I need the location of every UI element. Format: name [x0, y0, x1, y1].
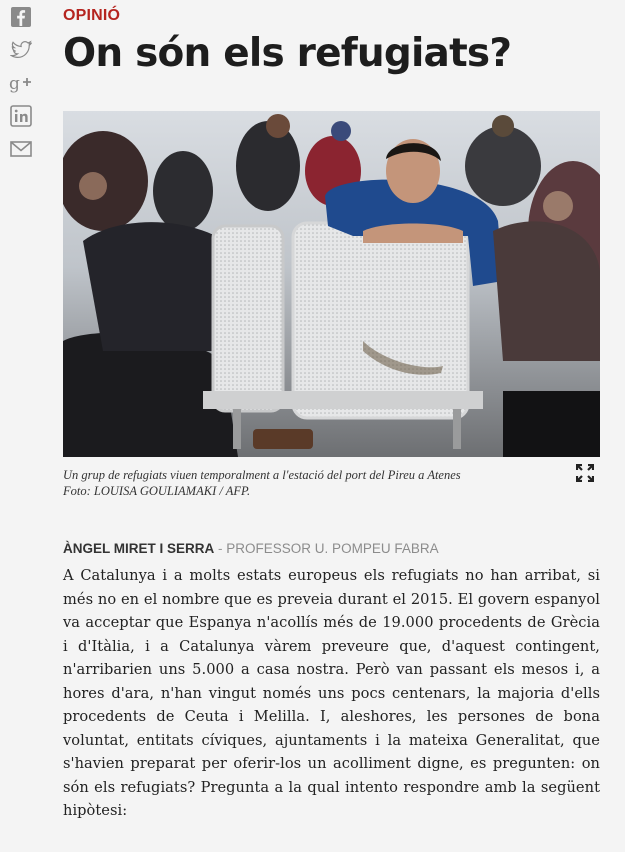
byline	[63, 541, 439, 557]
article-photo[interactable]	[63, 111, 600, 457]
author-role: PROFESSOR U. POMPEU FABRA	[226, 541, 439, 556]
svg-text:g: g	[9, 74, 20, 94]
share-bar	[6, 4, 36, 169]
article-title: On són els refugiats?	[63, 31, 512, 76]
byline-separator: -	[218, 541, 223, 556]
article	[63, 0, 603, 819]
linkedin-icon	[10, 105, 32, 127]
google-plus-icon	[9, 72, 33, 94]
facebook-icon	[10, 6, 32, 28]
email-share-button[interactable]	[8, 136, 34, 162]
twitter-icon	[10, 40, 32, 60]
author-name[interactable]: ÀNGEL MIRET I SERRA	[63, 541, 215, 556]
expand-photo-button[interactable]	[576, 464, 594, 482]
refugees-photo-illustration	[63, 111, 600, 457]
email-icon	[10, 140, 32, 158]
caption-text: Un grup de refugiats viuen temporalment a l'estació del port del Pireu a Atenes	[63, 468, 461, 482]
expand-icon	[576, 469, 594, 486]
section-kicker[interactable]: OPINIÓ	[63, 7, 121, 24]
google-plus-share-button[interactable]	[8, 70, 34, 96]
paragraph: A Catalunya i a molts estats europeus els refugiats no han arribat, si més no en el nombre que es preveia durant el 2015. El govern espanyol va acceptar que Espanya n'acollís més de 19.000 procedents de Grècia i d'Itàlia, i a Catalunya vàrem preveure que, d'aquest contingent, n'arribarien uns 5.000 a casa nostra. Però van passant els mesos i, a hores d'ara, n'han vingut només uns pocs centenars, la majoria d'ells procedents de Ceuta i Melilla. I, aleshores, les persones de bona voluntat, entitats cíviques, ajuntaments i la mateixa Generalitat, que s'havien preparat per oferir-los un acolliment digne, es pregunten: on són els refugiats? Pregunta a la qual intento respondre amb la següent hipòtesi:	[63, 567, 600, 819]
facebook-share-button[interactable]	[8, 4, 34, 30]
linkedin-share-button[interactable]	[8, 103, 34, 129]
photo-caption	[63, 467, 568, 499]
article-body	[63, 564, 600, 823]
twitter-share-button[interactable]	[8, 37, 34, 63]
photo-credit: Foto: LOUISA GOULIAMAKI / AFP.	[63, 484, 251, 498]
